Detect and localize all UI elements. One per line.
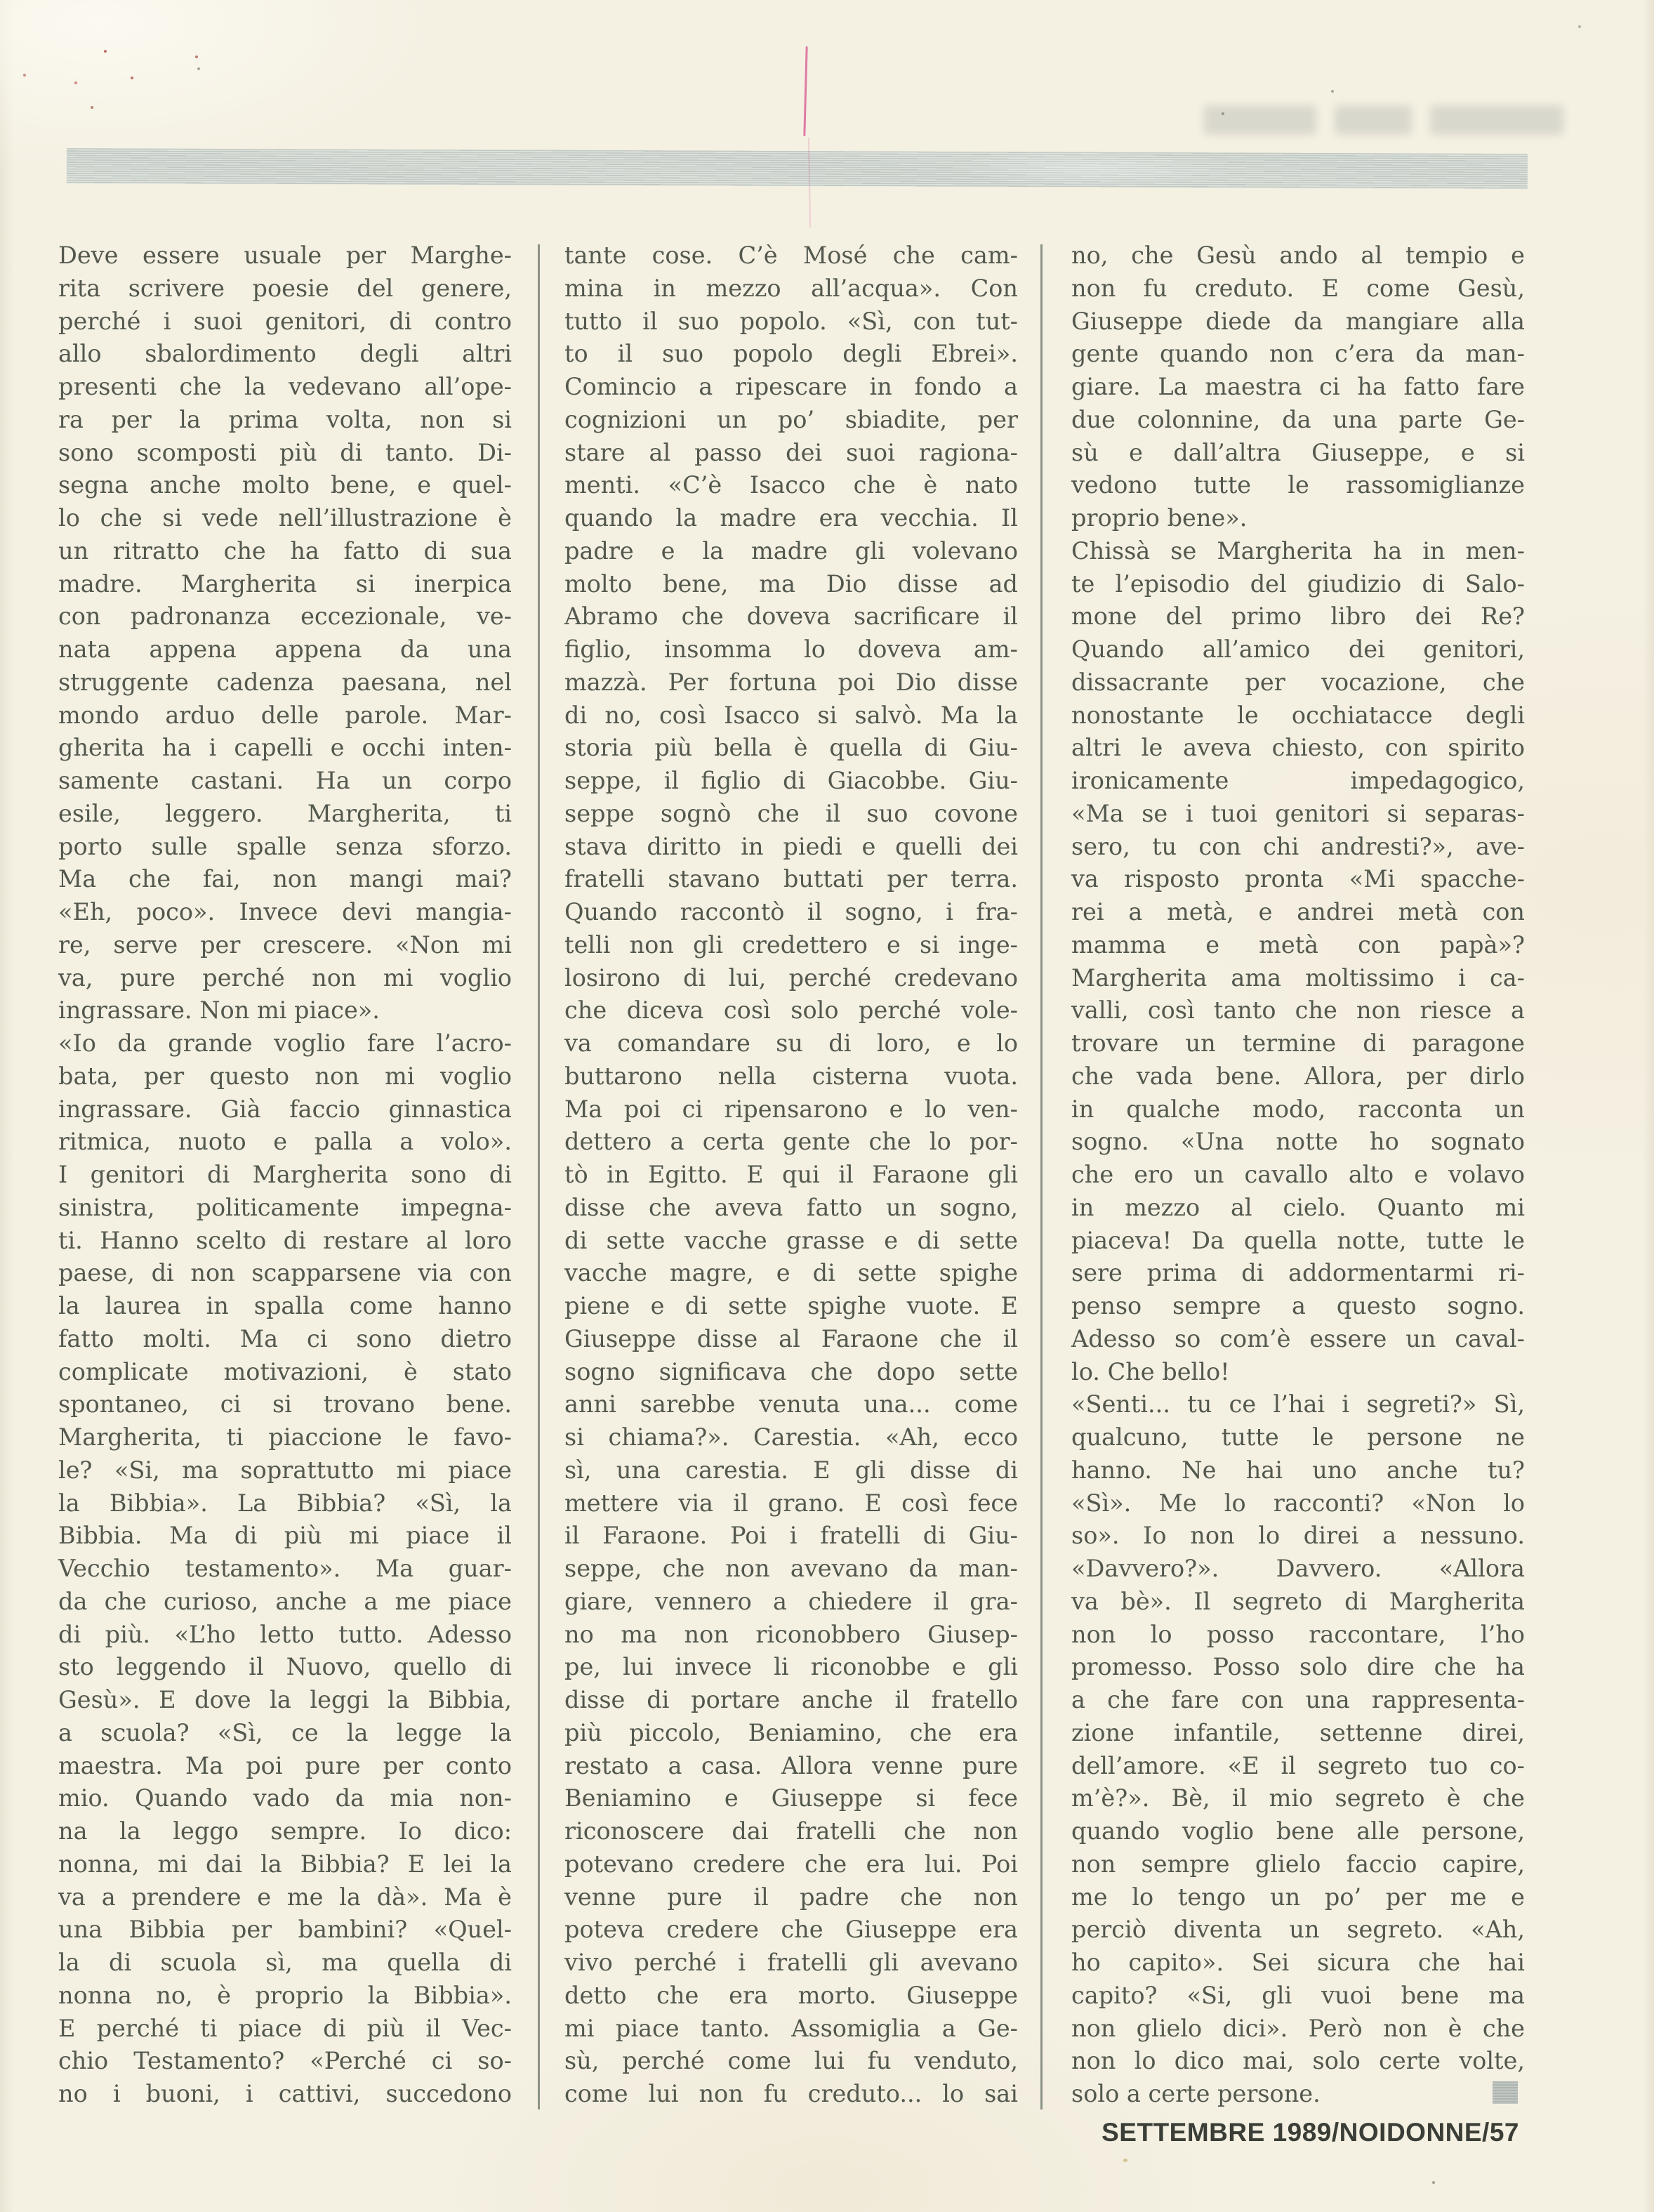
- text-line: tante cose. C’è Mosé che cam-: [564, 242, 1018, 269]
- text-line: dissacrante per vocazione, che: [1071, 668, 1525, 696]
- text-line: nonostante le occhiatacce degli: [1071, 701, 1525, 729]
- text-line: seppe, che non avevano da man-: [564, 1555, 1018, 1582]
- text-line: non lo dico mai, solo certe volte,: [1071, 2047, 1525, 2075]
- text-line: so». Io non lo direi a nessuno.: [1071, 1522, 1525, 1550]
- text-line: quando voglio bene alle persone,: [1071, 1817, 1525, 1845]
- text-line: cognizioni un po’ sbiadite, per: [564, 405, 1018, 433]
- dust-speck: [1123, 2159, 1127, 2162]
- text-line: Giuseppe disse al Faraone che il: [564, 1324, 1018, 1352]
- page-footer: SETTEMBRE 1989/NOIDONNE/57: [1101, 2118, 1519, 2147]
- text-line: mone del primo libro dei Re?: [1071, 603, 1525, 631]
- text-line: non sempre glielo faccio capire,: [1071, 1850, 1525, 1878]
- text-line: non glielo dici». Però non è che: [1071, 2014, 1525, 2042]
- text-line: lo che si vede nell’illustrazione è: [58, 504, 512, 532]
- text-line: Beniamino e Giuseppe si fece: [564, 1784, 1018, 1812]
- dust-speck: [131, 77, 133, 79]
- text-line: lo. Che bello!: [1071, 1357, 1230, 1385]
- text-line: esile, leggero. Margherita, ti: [58, 799, 512, 827]
- dust-speck: [195, 55, 198, 58]
- decorative-header-bar: [67, 148, 1528, 189]
- text-line: E perché ti piace di più il Vec-: [58, 2014, 512, 2042]
- text-line: «Io da grande voglio fare l’acro-: [58, 1029, 512, 1057]
- text-line: Margherita ama moltissimo i ca-: [1071, 963, 1525, 992]
- text-line: m’è?». Bè, il mio segreto è che: [1071, 1784, 1525, 1812]
- text-line: un ritratto che ha fatto di sua: [58, 536, 512, 565]
- text-line: mettere via il grano. E così fece: [564, 1489, 1018, 1517]
- text-line: Chissà se Margherita ha in men-: [1071, 536, 1525, 565]
- text-line: sù, perché come lui fu venduto,: [564, 2047, 1018, 2075]
- text-line: quando la madre era vecchia. Il: [564, 504, 1018, 532]
- text-line: nonna no, è proprio la Bibbia».: [58, 1981, 512, 2009]
- text-line: stare al passo dei suoi ragiona-: [564, 438, 1018, 466]
- text-line: vedono tutte le rassomiglianze: [1071, 471, 1525, 499]
- text-line: penso sempre a questo sogno.: [1071, 1292, 1525, 1319]
- text-line: vivo perché i fratelli gli avevano: [564, 1949, 1018, 1976]
- text-line: come lui non fu creduto... lo sai: [564, 2080, 1018, 2107]
- text-line: sinistra, politicamente impegna-: [58, 1193, 512, 1221]
- article-column-3: [1071, 239, 1525, 2114]
- text-line: tò in Egitto. E qui il Faraone gli: [564, 1161, 1018, 1188]
- text-line: complicate motivazioni, è stato: [58, 1357, 512, 1385]
- text-line: giare. La maestra ci ha fatto fare: [1071, 373, 1525, 400]
- text-line: valli, così tanto che non riesce a: [1071, 996, 1525, 1025]
- text-line: non lo posso raccontare, l’ho: [1071, 1620, 1525, 1648]
- text-line: da che curioso, anche a me piace: [58, 1587, 512, 1615]
- text-line: che ero un cavallo alto e volavo: [1071, 1161, 1525, 1188]
- text-line: con padronanza eccezionale, ve-: [58, 603, 512, 631]
- text-line: va risposto pronta «Mi spacche-: [1071, 865, 1525, 893]
- text-line: telli non gli credettero e si inge-: [564, 930, 1018, 959]
- text-line: spontaneo, ci si trovano bene.: [58, 1390, 512, 1418]
- text-line: ingrassare. Già faccio ginnastica: [58, 1095, 512, 1123]
- text-line: sono scomposti più di tanto. Di-: [58, 438, 512, 466]
- text-line: va bè». Il segreto di Margherita: [1071, 1587, 1525, 1615]
- text-line: segna anche molto bene, e quel-: [58, 471, 512, 499]
- text-line: una Bibbia per bambini? «Quel-: [58, 1916, 512, 1944]
- text-line: nonna, mi dai la Bibbia? E lei la: [58, 1850, 512, 1878]
- dust-speck: [74, 81, 77, 84]
- text-line: qualcuno, tutte le persone ne: [1071, 1423, 1525, 1451]
- text-line: va a prendere e me la dà». Ma è: [58, 1883, 512, 1911]
- text-line: mondo arduo delle parole. Mar-: [58, 701, 512, 729]
- dust-speck: [197, 67, 200, 70]
- text-line: mina in mezzo all’acqua». Con: [564, 274, 1018, 302]
- text-line: che diceva così solo perché vole-: [564, 996, 1018, 1025]
- text-line: te l’episodio del giudizio di Salo-: [1071, 570, 1525, 598]
- text-line: seppe sognò che il suo covone: [564, 799, 1018, 827]
- text-line: ritmica, nuoto e palla a volo».: [58, 1128, 512, 1156]
- text-line: di più. «L’ho letto tutto. Adesso: [58, 1620, 512, 1648]
- dust-speck: [1432, 2181, 1435, 2184]
- scratch-artifact: [803, 46, 807, 136]
- text-line: porto sulle spalle senza sforzo.: [58, 832, 512, 860]
- end-of-article-marker: [1493, 2081, 1518, 2104]
- text-line: me lo tengo un po’ per me e: [1071, 1883, 1525, 1911]
- text-line: molto bene, ma Dio disse ad: [564, 570, 1018, 598]
- text-line: presenti che la vedevano all’ope-: [58, 373, 512, 400]
- text-line: sere prima di addormentarmi ri-: [1071, 1259, 1525, 1287]
- text-line: no, che Gesù ando al tempio e: [1071, 242, 1525, 269]
- text-line: il Faraone. Poi i fratelli di Giu-: [564, 1522, 1018, 1550]
- text-line: mio. Quando vado da mia non-: [58, 1784, 512, 1812]
- text-line: proprio bene».: [1071, 504, 1248, 532]
- text-line: Bibbia. Ma di più mi piace il: [58, 1522, 512, 1550]
- text-line: rita scrivere poesie del genere,: [58, 274, 512, 302]
- text-line: «Davvero?». Davvero. «Allora: [1071, 1555, 1525, 1582]
- text-line: non fu creduto. E come Gesù,: [1071, 274, 1525, 302]
- text-line: Ma che fai, non mangi mai?: [58, 865, 512, 893]
- text-line: gherita ha i capelli e occhi inten-: [58, 734, 512, 762]
- text-line: paese, di non scapparsene via con: [58, 1259, 512, 1287]
- dust-speck: [23, 74, 26, 77]
- text-line: sù e dall’altra Giuseppe, e si: [1071, 438, 1525, 466]
- text-line: a scuola? «Sì, ce la legge la: [58, 1718, 512, 1746]
- text-line: si chiama?». Carestia. «Ah, ecco: [564, 1423, 1018, 1451]
- text-line: la di scuola sì, ma quella di: [58, 1949, 512, 1976]
- text-line: mi piace tanto. Assomiglia a Ge-: [564, 2014, 1018, 2042]
- text-line: losirono di lui, perché credevano: [564, 963, 1018, 992]
- text-line: perché i suoi genitori, di contro: [58, 307, 512, 335]
- text-line: sero, tu con chi andresti?», ave-: [1071, 832, 1525, 860]
- dust-speck: [1578, 25, 1581, 28]
- text-line: ra per la prima volta, non si: [58, 405, 512, 433]
- bleed-through-smudge: [1204, 103, 1576, 138]
- text-line: pe, lui invece li riconobbe e gli: [564, 1653, 1018, 1681]
- text-line: samente castani. Ha un corpo: [58, 767, 512, 794]
- text-line: menti. «C’è Isacco che è nato: [564, 471, 1018, 499]
- text-line: le? «Si, ma soprattutto mi piace: [58, 1456, 512, 1484]
- text-line: Comincio a ripescare in fondo a: [564, 373, 1018, 400]
- text-line: madre. Margherita si inerpica: [58, 570, 512, 598]
- text-line: Quando all’amico dei genitori,: [1071, 636, 1525, 663]
- text-line: dell’amore. «E il segreto tuo co-: [1071, 1751, 1525, 1779]
- text-line: bata, per questo non mi voglio: [58, 1062, 512, 1090]
- dust-speck: [1222, 112, 1224, 115]
- text-line: due colonnine, da una parte Ge-: [1071, 405, 1525, 433]
- text-line: ti. Hanno scelto di restare al loro: [58, 1226, 512, 1254]
- text-line: dettero a certa gente che lo por-: [564, 1128, 1018, 1156]
- text-line: seppe, il figlio di Giacobbe. Giu-: [564, 767, 1018, 794]
- text-line: solo a certe persone.: [1071, 2080, 1321, 2107]
- text-line: anni sarebbe venuta una... come: [564, 1390, 1018, 1418]
- text-line: Deve essere usuale per Marghe-: [58, 242, 512, 269]
- text-line: figlio, insomma lo doveva am-: [564, 636, 1018, 663]
- text-line: perciò diventa un segreto. «Ah,: [1071, 1916, 1525, 1944]
- text-line: na la leggo sempre. Io dico:: [58, 1817, 512, 1845]
- text-line: detto che era morto. Giuseppe: [564, 1981, 1018, 2009]
- text-line: mazzà. Per fortuna poi Dio disse: [564, 668, 1018, 696]
- text-line: Margherita, ti piaccione le favo-: [58, 1423, 512, 1451]
- text-line: sogno. «Una notte ho sognato: [1071, 1128, 1525, 1156]
- dust-speck: [1331, 90, 1334, 93]
- text-line: Adesso so com’è essere un caval-: [1071, 1324, 1525, 1352]
- text-line: che vada bene. Allora, per dirlo: [1071, 1062, 1525, 1090]
- text-line: Giuseppe diede da mangiare alla: [1071, 307, 1525, 335]
- text-line: chio Testamento? «Perché ci so-: [58, 2047, 512, 2075]
- text-line: zione infantile, settenne direi,: [1071, 1718, 1525, 1746]
- text-line: padre e la madre gli volevano: [564, 536, 1018, 565]
- column-divider: [1040, 244, 1043, 2109]
- text-line: re, serve per crescere. «Non mi: [58, 930, 512, 959]
- text-line: sì, una carestia. E gli disse di: [564, 1456, 1018, 1484]
- text-line: mamma e metà con papà»?: [1071, 930, 1525, 959]
- text-line: riconoscere dai fratelli che non: [564, 1817, 1018, 1845]
- text-line: in qualche modo, racconta un: [1071, 1095, 1525, 1123]
- text-line: in mezzo al cielo. Quanto mi: [1071, 1193, 1525, 1221]
- text-line: ironicamente impedagogico,: [1071, 767, 1525, 794]
- text-line: ingrassare. Non mi piace».: [58, 996, 380, 1025]
- text-line: restato a casa. Allora venne pure: [564, 1751, 1018, 1779]
- text-line: gente quando non c’era da man-: [1071, 340, 1525, 368]
- text-line: la Bibbia». La Bibbia? «Sì, la: [58, 1489, 512, 1517]
- text-line: «Senti... tu ce l’hai i segreti?» Sì,: [1071, 1390, 1525, 1418]
- text-line: a che fare con una rappresenta-: [1071, 1686, 1525, 1713]
- text-line: «Ma se i tuoi genitori si separas-: [1071, 799, 1525, 827]
- text-line: maestra. Ma poi pure per conto: [58, 1751, 512, 1779]
- text-line: giare, vennero a chiedere il gra-: [564, 1587, 1018, 1615]
- text-line: di sette vacche grasse e di sette: [564, 1226, 1018, 1254]
- text-line: Vecchio testamento». Ma guar-: [58, 1555, 512, 1582]
- text-line: piaceva! Da quella notte, tutte le: [1071, 1226, 1525, 1254]
- text-line: I genitori di Margherita sono di: [58, 1161, 512, 1188]
- text-line: altri le aveva chiesto, con spirito: [1071, 734, 1525, 762]
- article-column-2: [564, 239, 1018, 2114]
- dust-speck: [104, 50, 107, 53]
- column-divider: [538, 244, 540, 2109]
- text-line: venne pure il padre che non: [564, 1883, 1018, 1911]
- text-line: struggente cadenza paesana, nel: [58, 668, 512, 696]
- text-line: storia più bella è quella di Giu-: [564, 734, 1018, 762]
- text-line: capito? «Si, gli vuoi bene ma: [1071, 1981, 1525, 2009]
- text-line: buttarono nella cisterna vuota.: [564, 1062, 1018, 1090]
- text-line: trovare un termine di paragone: [1071, 1029, 1525, 1057]
- text-line: «Eh, poco». Invece devi mangia-: [58, 898, 512, 926]
- text-line: Abramo che doveva sacrificare il: [564, 603, 1018, 631]
- dust-speck: [91, 106, 93, 109]
- text-line: sto leggendo il Nuovo, quello di: [58, 1653, 512, 1681]
- text-line: disse che aveva fatto un sogno,: [564, 1193, 1018, 1221]
- text-line: stava diritto in piedi e quelli dei: [564, 832, 1018, 860]
- text-line: to il suo popolo degli Ebrei».: [564, 340, 1018, 368]
- text-line: va, pure perché non mi voglio: [58, 963, 512, 992]
- text-line: più piccolo, Beniamino, che era: [564, 1718, 1018, 1746]
- text-line: Ma poi ci ripensarono e lo ven-: [564, 1095, 1018, 1123]
- text-line: hanno. Ne hai uno anche tu?: [1071, 1456, 1525, 1484]
- text-line: fatto molti. Ma ci sono dietro: [58, 1324, 512, 1352]
- text-line: promesso. Posso solo dire che ha: [1071, 1653, 1525, 1681]
- text-line: no ma non riconobbero Giusep-: [564, 1620, 1018, 1648]
- text-line: ho capito». Sei sicura che hai: [1071, 1949, 1525, 1976]
- text-line: disse di portare anche il fratello: [564, 1686, 1018, 1713]
- text-line: la laurea in spalla come hanno: [58, 1292, 512, 1319]
- text-line: nata appena appena da una: [58, 636, 512, 663]
- text-line: no i buoni, i cattivi, succedono: [58, 2080, 512, 2107]
- text-line: «Sì». Me lo racconti? «Non lo: [1071, 1489, 1525, 1517]
- text-line: rei a metà, e andrei metà con: [1071, 898, 1525, 926]
- text-line: piene e di sette spighe vuote. E: [564, 1292, 1018, 1319]
- text-line: potevano credere che era lui. Poi: [564, 1850, 1018, 1878]
- text-line: poteva credere che Giuseppe era: [564, 1916, 1018, 1944]
- text-line: Gesù». E dove la leggi la Bibbia,: [58, 1686, 512, 1713]
- text-line: Quando raccontò il sogno, i fra-: [564, 898, 1018, 926]
- text-line: fratelli stavano buttati per terra.: [564, 865, 1018, 893]
- text-line: tutto il suo popolo. «Sì, con tut-: [564, 307, 1018, 335]
- text-line: sogno significava che dopo sette: [564, 1357, 1018, 1385]
- text-line: vacche magre, e di sette spighe: [564, 1259, 1018, 1287]
- text-line: va comandare su di loro, e lo: [564, 1029, 1018, 1057]
- text-line: di no, così Isacco si salvò. Ma la: [564, 701, 1018, 729]
- text-line: allo sbalordimento degli altri: [58, 340, 512, 368]
- article-column-1: [58, 239, 512, 2114]
